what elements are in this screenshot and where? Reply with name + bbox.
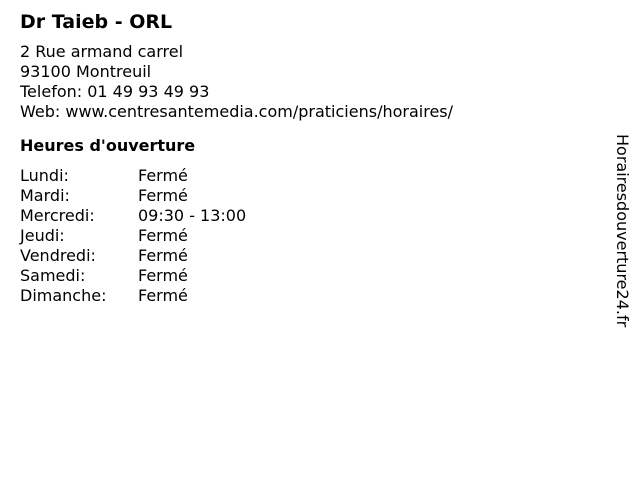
hours-value: Fermé [138, 266, 188, 285]
day-label: Mercredi: [20, 206, 95, 225]
address-block [20, 42, 453, 122]
day-label: Lundi: [20, 166, 69, 185]
street-address: 2 Rue armand carrel [20, 42, 184, 61]
hours-row-thursday [20, 226, 453, 246]
hours-row-sunday [20, 286, 453, 306]
hours-row-friday [20, 246, 453, 266]
practice-card [20, 9, 453, 306]
hours-row-monday [20, 166, 453, 186]
hours-value: Fermé [138, 286, 188, 305]
hours-value: Fermé [138, 226, 188, 245]
day-label: Jeudi: [20, 226, 65, 245]
hours-value: Fermé [138, 166, 188, 185]
day-label: Mardi: [20, 186, 70, 205]
day-label: Dimanche: [20, 286, 107, 305]
hours-heading: Heures d'ouverture [20, 136, 196, 155]
hours-value: 09:30 - 13:00 [138, 206, 247, 225]
phone-line: Telefon: 01 49 93 49 93 [20, 82, 210, 101]
hours-row-tuesday [20, 186, 453, 206]
hours-row-saturday [20, 266, 453, 286]
hours-value: Fermé [138, 186, 188, 205]
page-title: Dr Taieb - ORL [20, 11, 173, 33]
hours-row-wednesday [20, 206, 453, 226]
hours-value: Fermé [138, 246, 188, 265]
opening-hours-list [20, 166, 453, 306]
city-line: 93100 Montreuil [20, 62, 152, 81]
day-label: Vendredi: [20, 246, 96, 265]
day-label: Samedi: [20, 266, 86, 285]
web-line: Web: www.centresantemedia.com/praticiens/horaires/ [20, 102, 454, 121]
site-brand-label: Horairesdouverture24.fr [613, 134, 632, 328]
